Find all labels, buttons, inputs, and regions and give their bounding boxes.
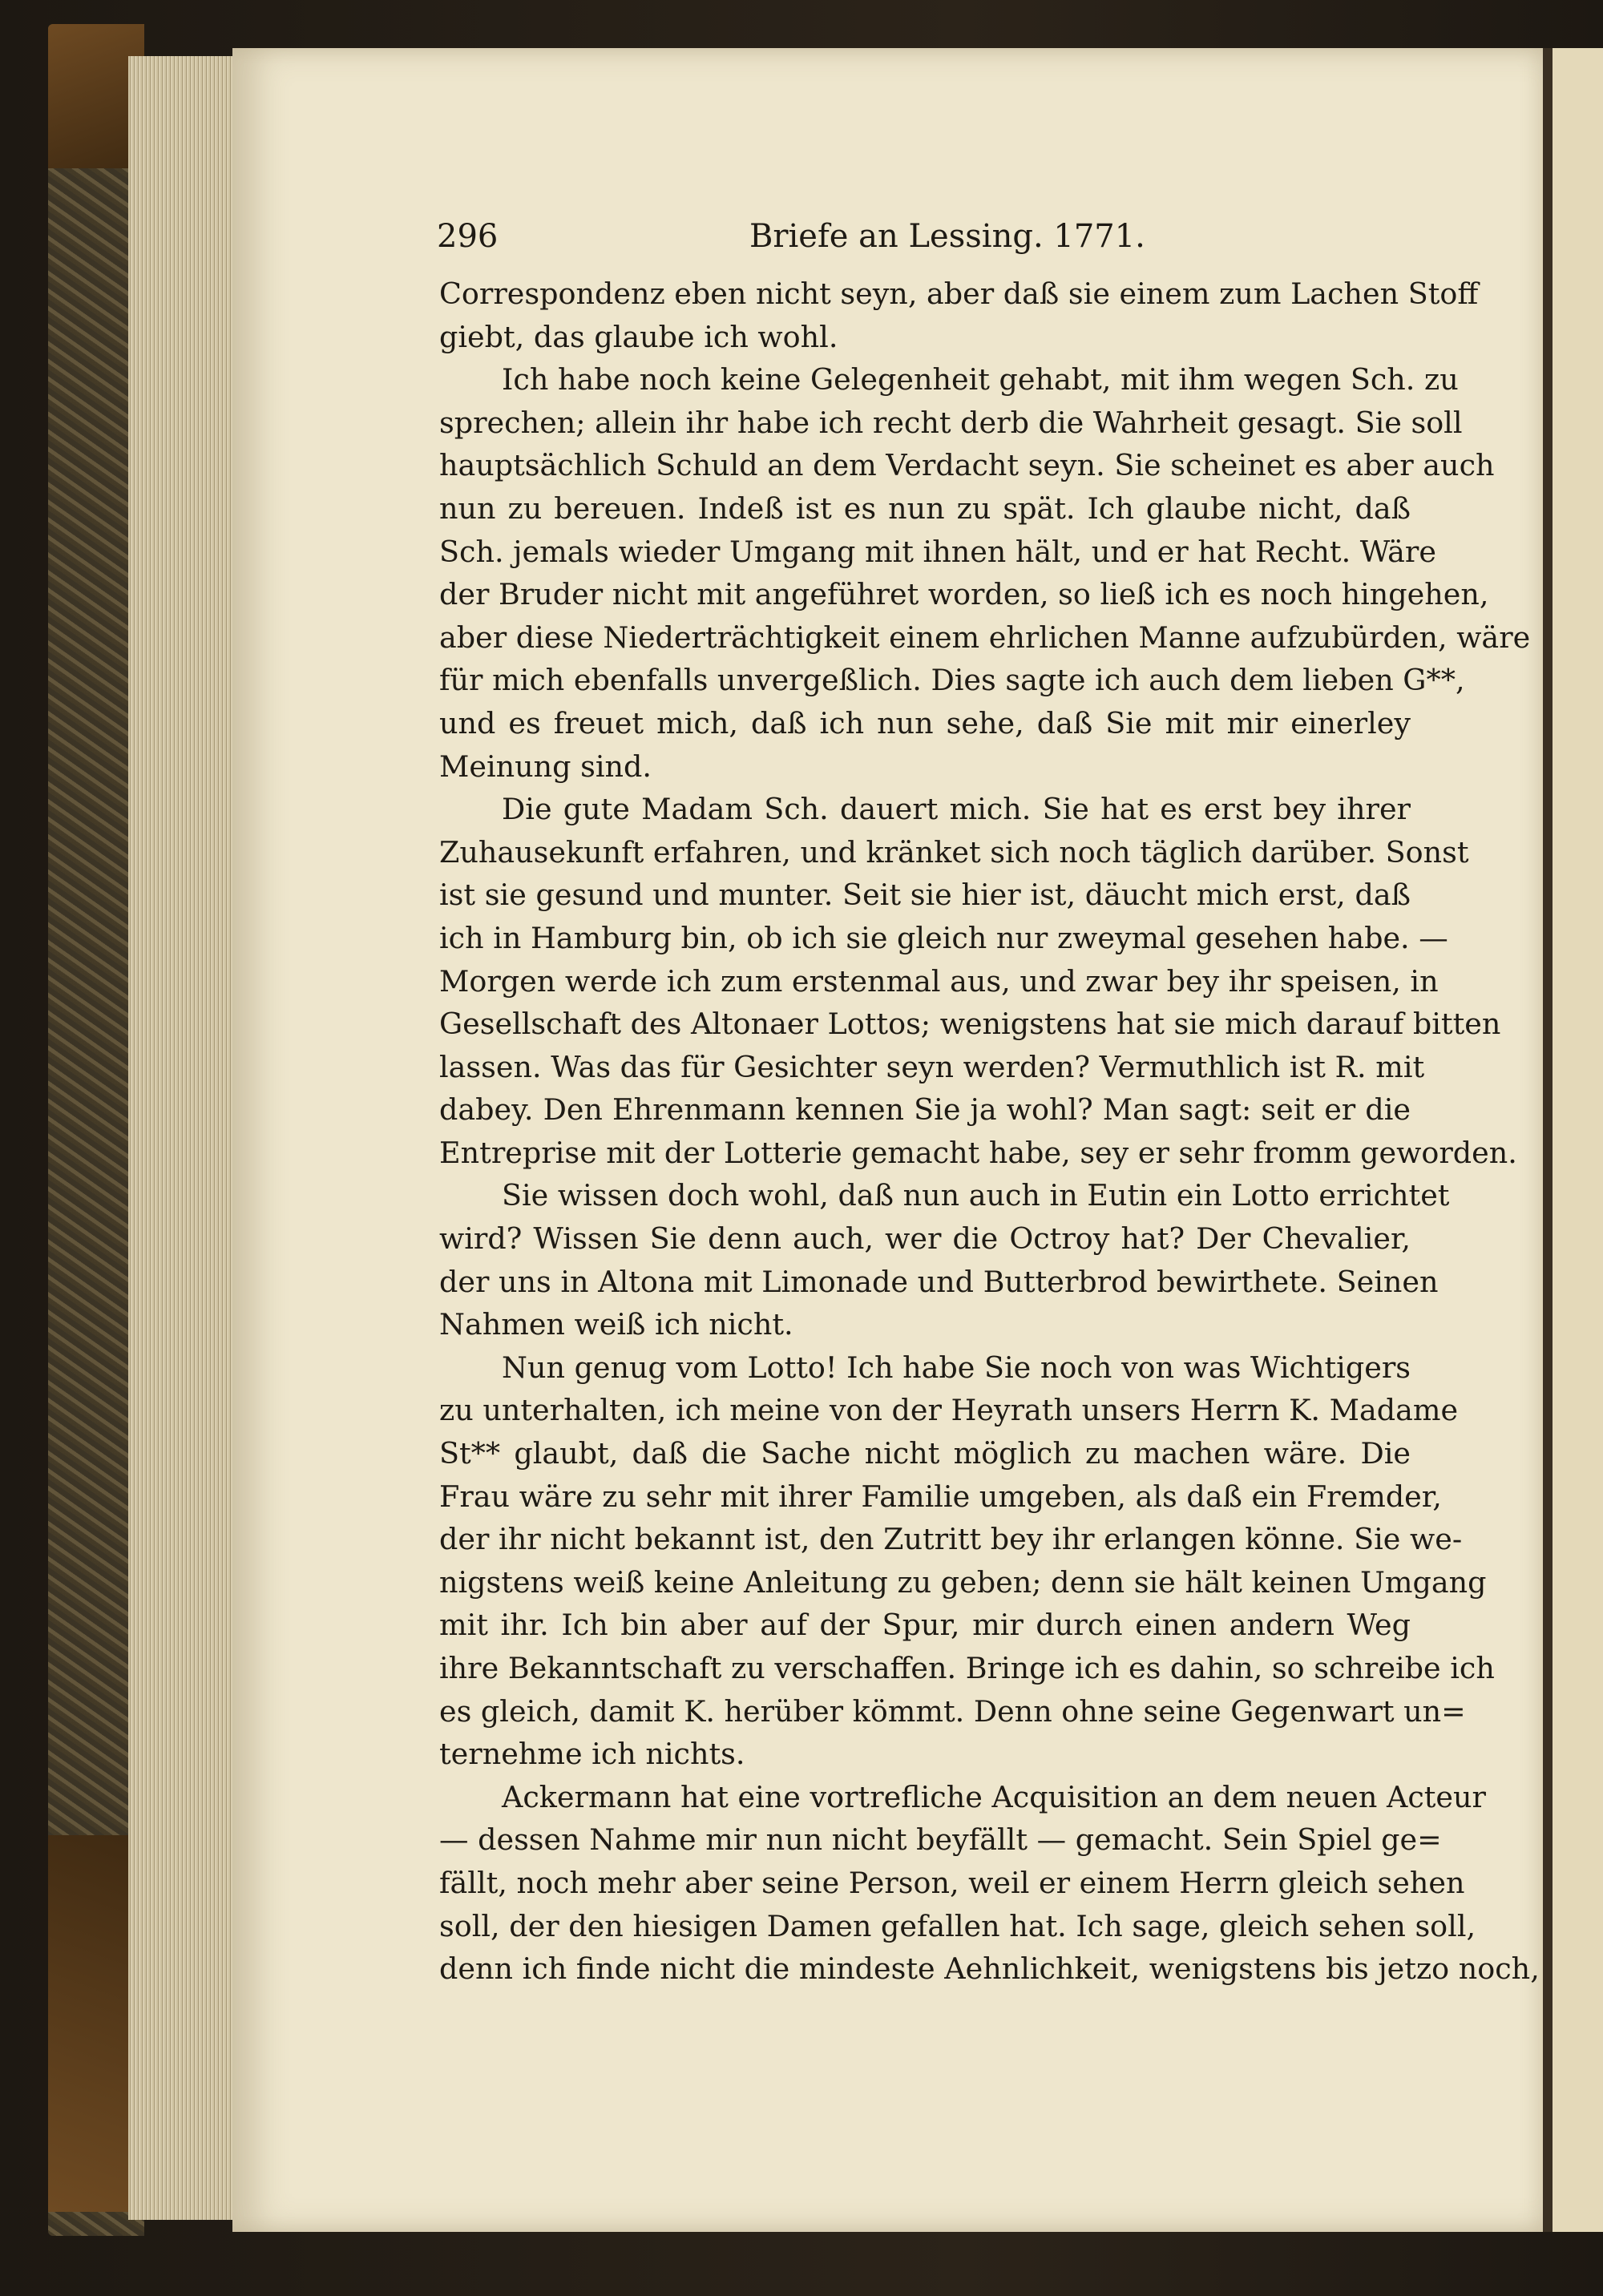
text-line: wird? Wissen Sie denn auch, wer die Octroy hat? Der Chevalier, [439,1221,1411,1257]
text-line: hauptsächlich Schuld an dem Verdacht seyn. Sie scheinet es aber auch [439,448,1495,483]
text-line: soll, der den hiesigen Damen gefallen hat. Ich sage, gleich sehen soll, [439,1908,1476,1943]
text-line: Sie wissen doch wohl, daß nun auch in Eutin ein Lotto errichtet [502,1178,1450,1213]
text-line: denn ich finde nicht die mindeste Aehnlichkeit, wenigstens bis jetzo noch, [439,1951,1540,1987]
running-head [437,212,1419,260]
text-line: Nahmen weiß ich nicht. [439,1307,793,1342]
text-line: der uns in Altona mit Limonade und Butterbrod bewirthete. Seinen [439,1264,1439,1299]
text-line: Ackermann hat eine vortrefliche Acquisition an dem neuen Acteur [502,1779,1486,1814]
text-line: Entreprise mit der Lotterie gemacht habe, sey er sehr fromm geworden. [439,1135,1517,1170]
text-line: St** glaubt, daß die Sache nicht möglich zu machen wäre. Die [439,1436,1411,1471]
text-line: nigstens weiß keine Anleitung zu geben; denn sie hält keinen Umgang [439,1564,1487,1600]
text-line: lassen. Was das für Gesichter seyn werden? Vermuthlich ist R. mit [439,1049,1425,1084]
facing-page-edge [1553,48,1603,2232]
text-line: Die gute Madam Sch. dauert mich. Sie hat es erst bey ihrer [502,792,1411,827]
page-edges [128,56,232,2220]
text-line: ihre Bekanntschaft zu verschaffen. Bringe ich es dahin, so schreibe ich [439,1651,1495,1685]
text-line: mit ihr. Ich bin aber auf der Spur, mir durch einen andern Weg [439,1608,1411,1643]
text-line: Gesellschaft des Altonaer Lottos; wenigstens hat sie mich darauf bitten [439,1007,1501,1042]
text-line: es gleich, damit K. herüber kömmt. Denn ohne seine Gegenwart un= [439,1693,1466,1729]
text-line: Morgen werde ich zum erstenmal aus, und zwar bey ihr speisen, in [439,963,1439,999]
text-line: Ich habe noch keine Gelegenheit gehabt, mit ihm wegen Sch. zu [502,362,1459,397]
text-line: der ihr nicht bekannt ist, den Zutritt bey ihr erlangen könne. Sie we- [439,1522,1463,1557]
text-line: der Bruder nicht mit angeführet worden, so ließ ich es noch hingehen, [439,577,1489,612]
text-line: — dessen Nahme mir nun nicht beyfällt — gemacht. Sein Spiel ge= [439,1822,1442,1858]
text-line: Correspondenz eben nicht seyn, aber daß sie einem zum Lachen Stoff [439,276,1479,311]
body-text [439,272,1540,1991]
text-line: Meinung sind. [439,749,652,784]
running-title: Briefe an Lessing. 1771. [749,218,1145,255]
text-line: ternehme ich nichts. [439,1737,745,1772]
text-line: zu unterhalten, ich meine von der Heyrath unsers Herrn K. Madame [439,1393,1459,1428]
text-line: ist sie gesund und munter. Seit sie hier ist, däucht mich erst, daß [439,878,1411,913]
text-line: nun zu bereuen. Indeß ist es nun zu spät. Ich glaube nicht, daß [439,490,1411,526]
text-line: Frau wäre zu sehr mit ihrer Familie umgeben, als daß ein Fremder, [439,1479,1442,1514]
text-line: ich in Hamburg bin, ob ich sie gleich nur zweymal gesehen habe. — [439,920,1448,955]
text-line: für mich ebenfalls unvergeßlich. Dies sagte ich auch dem lieben G**, [439,663,1465,698]
text-line: Nun genug vom Lotto! Ich habe Sie noch von was Wichtigers [502,1350,1411,1385]
text-line: und es freuet mich, daß ich nun sehe, daß Sie mit mir einerley [439,705,1411,740]
text-line: sprechen; allein ihr habe ich recht derb die Wahrheit gesagt. Sie soll [439,405,1463,440]
text-line: giebt, das glaube ich wohl. [439,319,838,354]
text-line: Sch. jemals wieder Umgang mit ihnen hält, und er hat Recht. Wäre [439,534,1436,569]
text-line: fällt, noch mehr aber seine Person, weil er einem Herrn gleich sehen [439,1865,1465,1900]
text-line: Zuhausekunft erfahren, und kränket sich noch täglich darüber. Sonst [439,834,1469,870]
text-line: dabey. Den Ehrenmann kennen Sie ja wohl? Man sagt: seit er die [439,1092,1411,1128]
text-line: aber diese Niederträchtigkeit einem ehrlichen Manne aufzubürden, wäre [439,619,1531,655]
gutter-shadow [1543,48,1553,2232]
page-number: 296 [437,218,499,255]
